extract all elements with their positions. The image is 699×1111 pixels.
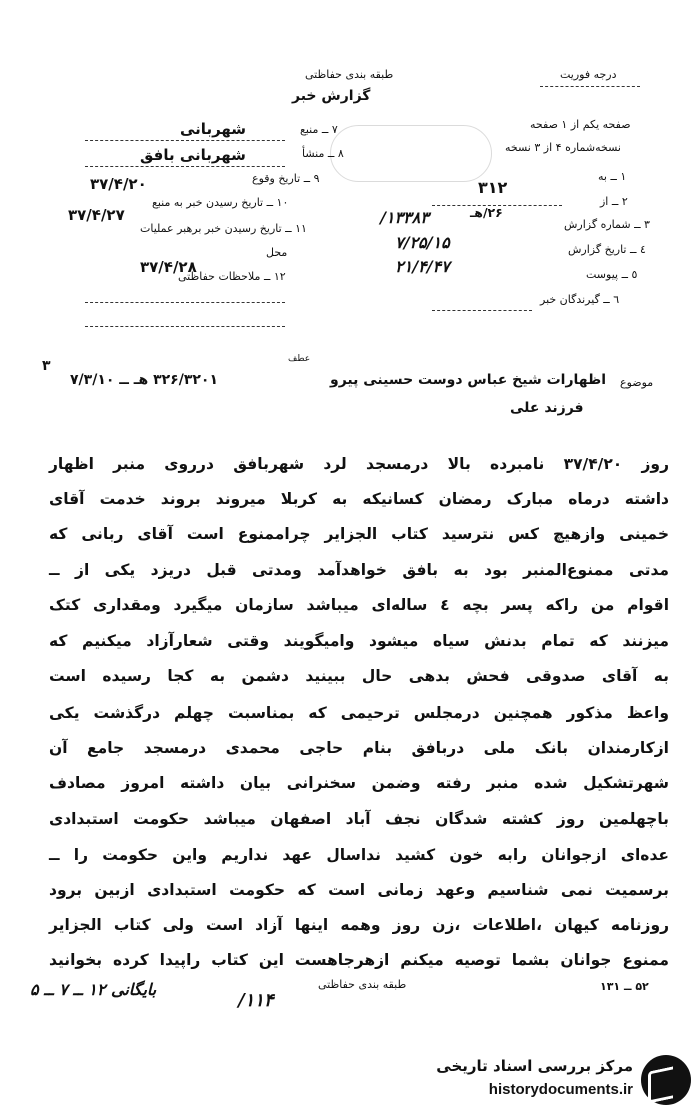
left-field-label: ۱۲ ــ ملاحظات حفاظتی — [178, 270, 286, 283]
report-title: گزارش خبر — [292, 88, 371, 104]
dotted-line — [85, 326, 285, 327]
classification-label-top: طبقه بندی حفاظتی — [305, 68, 394, 81]
reference-margin-number: ۳ — [42, 358, 51, 374]
body-line: عده‌ای ازجوانان رابه خون کشید نداسال عهد نداریم واین حکومت را ــ — [49, 846, 669, 864]
left-field-value: ۳۷/۴/۲۰ — [90, 175, 147, 193]
dotted-line — [432, 310, 532, 311]
left-field-label: ۹ ــ تاریخ وقوع — [252, 172, 320, 185]
right-field-label: ۲ ــ از — [600, 195, 628, 208]
faded-stamp — [330, 125, 492, 182]
body-line: داشته درماه مبارک رمضان کسانیکه به کربلا میروند بروند خدمت آقای — [49, 490, 669, 508]
watermark — [415, 1053, 695, 1109]
body-line: برسمیت نمی شناسیم وعهد زمانی است که حکومت استبدادی ازبین برود — [49, 881, 669, 899]
dotted-line — [85, 166, 285, 167]
body-line: روز ۳۷/۴/۲۰ نامبرده بالا درمسجد لرد شهربافق درروی منبر اظهار — [49, 455, 669, 473]
body-line: ازکارمندان بانک ملی دربافق بنام حاجی محمدی درمسجد جامع آن — [49, 739, 669, 757]
urgency-line — [540, 86, 640, 87]
left-field-value: شهربانی — [180, 120, 247, 138]
right-field-label: ٥ ــ پیوست — [586, 268, 638, 281]
right-field-value: ۲۶/هـ — [470, 205, 503, 220]
right-field-label: ۳ ــ شماره گزارش — [564, 218, 650, 231]
body-line: به آقای صدوقی فحش بدهی حال ببینید دشمن به کجا رسیده است — [49, 667, 669, 685]
body-line: ممنوع جوانان بشما توصیه میکنم ازهرجاهست این کتاب راپیدا کرده بخوانید — [49, 951, 669, 969]
copy-line: نسخه‌شماره ۴ از ۳ نسخه — [505, 141, 621, 154]
watermark-org-name: مرکز بررسی اسناد تاریخی — [436, 1057, 633, 1075]
body-line: واعظ مذکور همچنین درمجلس ترحیمی که بمناسبت چهلم درگذشت یکی — [49, 704, 669, 722]
handwritten-mark: ۱۱۴/ — [238, 990, 274, 1011]
subject-text: اظهارات شیخ عباس دوست حسینی پیرو — [330, 372, 606, 388]
body-line: روزنامه کیهان ،اطلاعات ،زن روز وهمه اینها آزاد است ولی کتاب الجزایر — [49, 916, 669, 934]
handwritten-note: ۷/۲۵/۱۵ — [395, 233, 450, 252]
subject-reference: ۳۲۶/۳۲۰۱ هـ ــ ۷/۳/۱۰ — [70, 372, 219, 388]
urgency-label: درجه فوریت — [560, 68, 617, 81]
body-line: اقوام من راکه پسر بچه ٤ ساله‌ای میباشد سازمان میگیرد ومقداری کتک — [49, 596, 670, 614]
dotted-line — [85, 302, 285, 303]
left-field-label: ۱۰ ــ تاریخ رسیدن خبر به منبع — [152, 196, 289, 209]
reference-word: عطف — [288, 354, 311, 364]
dotted-line — [85, 140, 285, 141]
body-line: شهرتشکیل شده منبر رفته وضمن سخنرانی بیان داشته امروز مصادف — [49, 774, 669, 792]
form-code: ۵۲ ــ ۱۳۱ — [600, 980, 649, 993]
archive-logo-icon — [641, 1055, 691, 1105]
left-field-label: ۸ ــ منشأ — [302, 147, 344, 160]
body-line: مدتی ممنوع‌المنبر بود به بافق خواهدآمد ومدتی قبل دریزد یکی از ــ — [49, 561, 669, 579]
left-field-value: شهربانی بافق — [140, 146, 246, 164]
left-field-value: ۳۷/۴/۲۷ — [68, 206, 125, 224]
classification-label-bottom: طبقه بندی حفاظتی — [318, 978, 407, 991]
right-field-label: ٤ ــ تاریخ گزارش — [568, 243, 646, 256]
body-line: میزنند که تمام بدنش سیاه میشود وامیگویند وقتی شعارآزاد میکنیم که — [49, 632, 669, 650]
subject-line-2: فرزند علی — [510, 400, 584, 416]
body-line: باچهلمین روز کشته شدگان نجف آباد اصفهان میباشد حکومت استبدادی — [49, 810, 669, 828]
left-field-label: ۷ ــ منبع — [300, 123, 338, 136]
handwritten-note: ۲۱/۴/۴۷ — [395, 257, 450, 276]
left-field-label: محل — [266, 246, 288, 259]
right-field-label: ٦ ــ گیرندگان خبر — [540, 293, 620, 306]
dotted-line — [432, 205, 562, 206]
body-line: خمینی وازهیچ کس نترسید کتاب الجزایر چراممنوع است آقای ربانی که — [49, 525, 669, 543]
handwritten-note: ۱۳۳۸۳/ — [380, 208, 429, 227]
handwritten-footer-note: بایگانی ۱۲ ــ ۷ ــ ۵ — [30, 980, 157, 999]
page-line: صفحه یکم از ۱ صفحه — [530, 118, 631, 131]
watermark-url: historydocuments.ir — [488, 1081, 633, 1098]
right-field-value: ۳۱۲ — [478, 178, 508, 197]
left-field-value: ۳۷/۴/۲۸ — [140, 258, 197, 276]
subject-label: موضوع — [620, 376, 654, 389]
right-field-label: ۱ ــ به — [598, 170, 627, 183]
left-field-label: ۱۱ ــ تاریخ رسیدن خبر برهبر عملیات — [140, 222, 307, 235]
